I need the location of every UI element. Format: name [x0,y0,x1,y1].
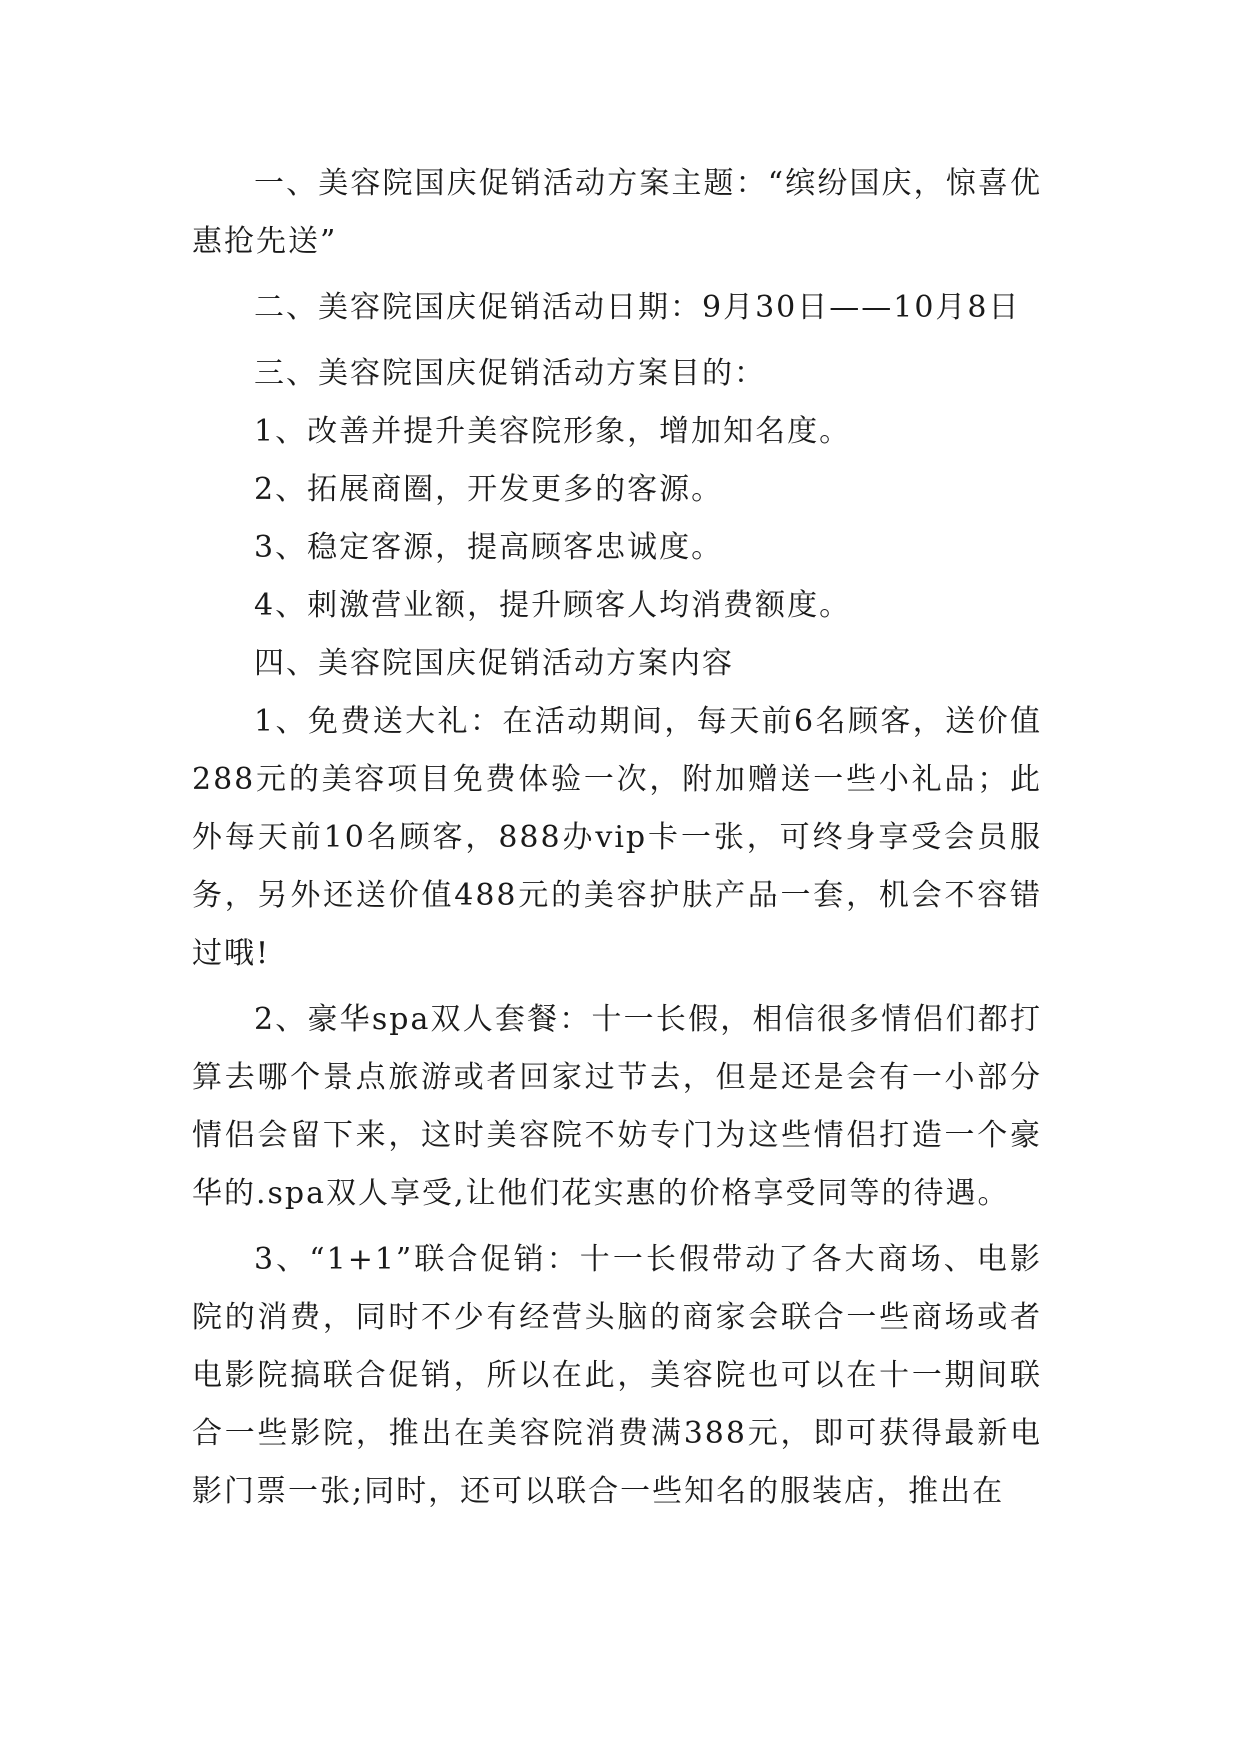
paragraph-content-1: 1、免费送大礼：在活动期间，每天前6名顾客，送价值288元的美容项目免费体验一次，附加赠送一些小礼品；此外每天前10名顾客，888办vip卡一张，可终身享受会员服务，另外还送价值488元的美容护肤产品一套，机会不容错过哦! [192,704,1042,971]
paragraph-purpose-4: 4、刺激营业额，提升顾客人均消费额度。 [254,588,852,623]
paragraph-purpose-1: 1、改善并提升美容院形象，增加知名度。 [254,414,852,449]
paragraph-theme: 一、美容院国庆促销活动方案主题：“缤纷国庆，惊喜优惠抢先送” [192,166,1042,259]
paragraph-content-heading: 四、美容院国庆促销活动方案内容 [254,646,734,681]
paragraph-purpose-3: 3、稳定客源，提高顾客忠诚度。 [254,530,724,565]
paragraph-purpose-2: 2、拓展商圈，开发更多的客源。 [254,472,724,507]
paragraph-dates: 二、美容院国庆促销活动日期：9月30日——10月8日 [254,290,1021,325]
paragraph-content-2: 2、豪华spa双人套餐：十一长假，相信很多情侣们都打算去哪个景点旅游或者回家过节去，但是还是会有一小部分情侣会留下来，这时美容院不妨专门为这些情侣打造一个豪华的.spa双人享受,让他们花实惠的价格享受同等的待遇。 [192,1002,1042,1211]
paragraph-content-3: 3、“1+1”联合促销：十一长假带动了各大商场、电影院的消费，同时不少有经营头脑的商家会联合一些商场或者电影院搞联合促销，所以在此，美容院也可以在十一期间联合一些影院，推出在美容院消费满388元，即可获得最新电影门票一张;同时，还可以联合一些知名的服装店，推出在 [192,1242,1042,1509]
paragraph-purpose-heading: 三、美容院国庆促销活动方案目的： [254,356,766,391]
document-body [192,155,1042,1521]
